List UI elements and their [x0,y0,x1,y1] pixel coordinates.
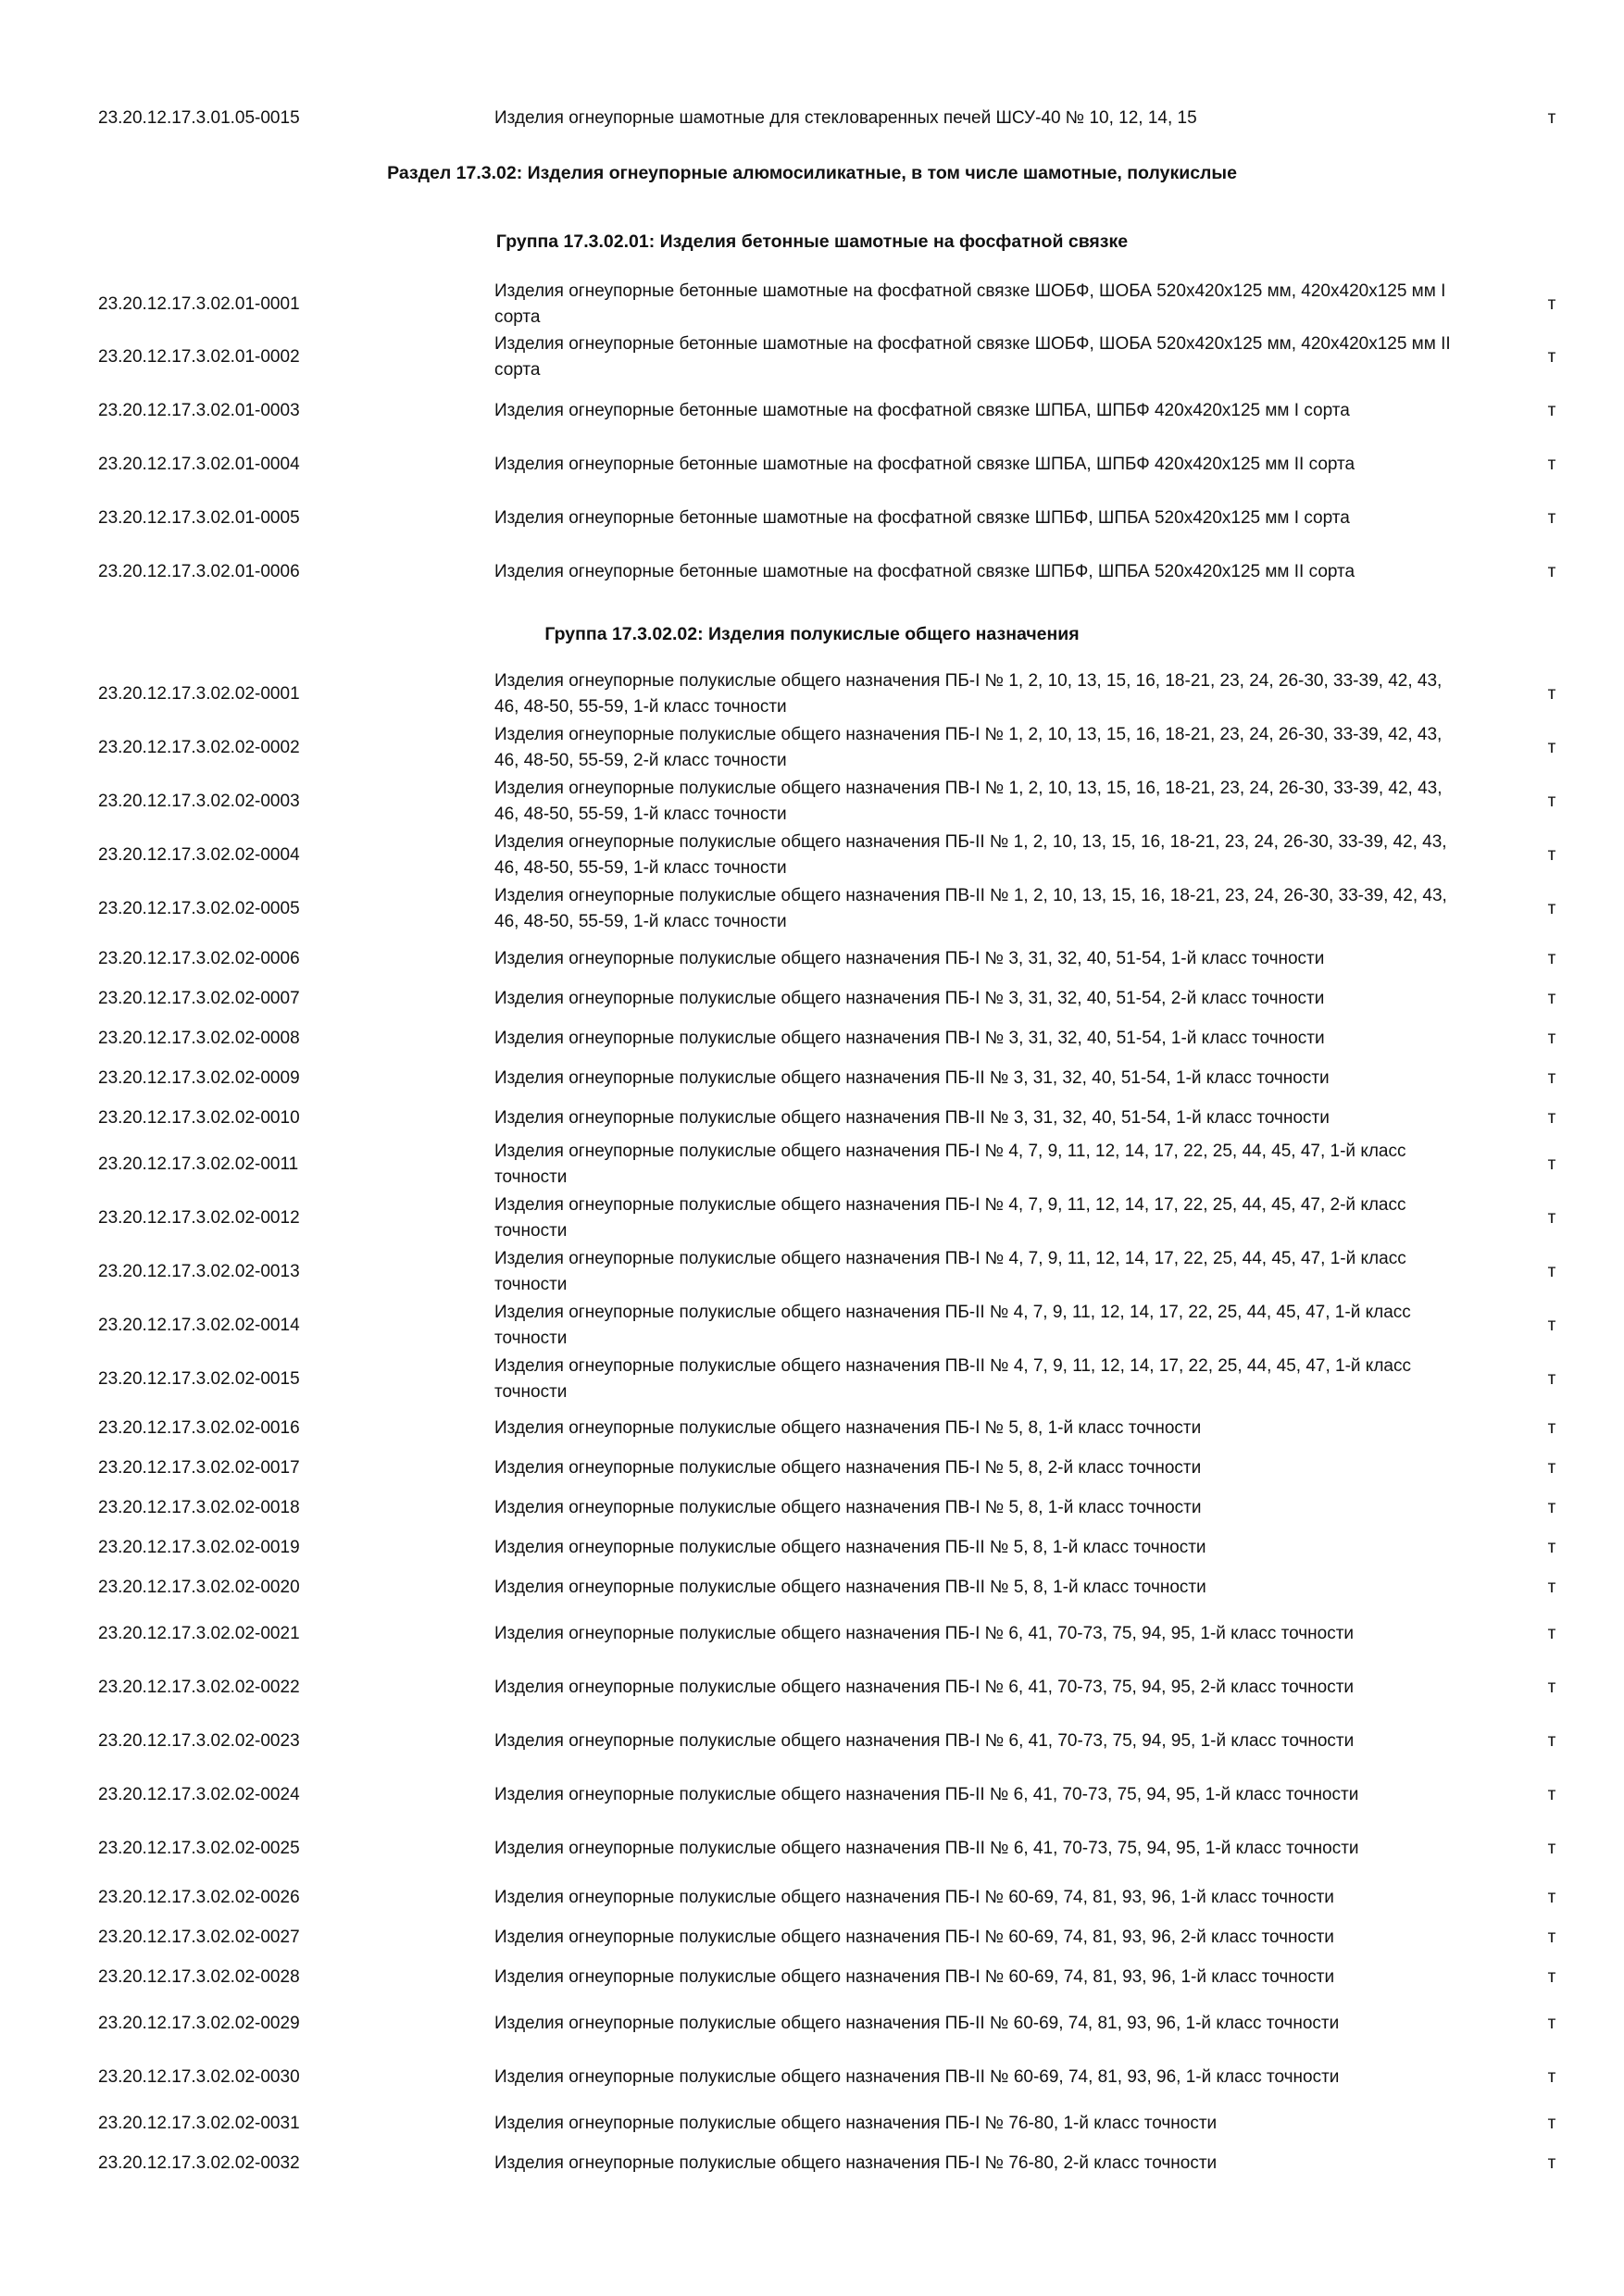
table-row [0,2011,1624,2037]
item-code: 23.20.12.17.3.02.02-0015 [98,1369,300,1389]
item-unit: т [1547,684,1556,704]
item-code: 23.20.12.17.3.02.02-0005 [98,899,300,918]
item-name: Изделия огнеупорные полукислые общего назначения ПВ-I № 3, 31, 32, 40, 51-54, 1-й класс точности [494,1029,1325,1048]
table-row [0,452,1624,478]
item-unit: т [1547,1967,1556,1987]
item-name: Изделия огнеупорные полукислые общего назначения ПВ-II № 60-69, 74, 81, 93, 96, 1-й класс точности [494,2067,1340,2087]
item-name: Изделия огнеупорные полукислые общего назначения ПБ-I № 3, 31, 32, 40, 51-54, 2-й класс точности [494,989,1325,1008]
item-code: 23.20.12.17.3.02.02-0008 [98,1029,300,1048]
item-code: 23.20.12.17.3.02.01-0005 [98,508,300,528]
item-unit: т [1547,1369,1556,1389]
item-unit: т [1547,1154,1556,1174]
item-unit: т [1547,1678,1556,1697]
table-row [0,1066,1624,1092]
item-name: Изделия огнеупорные полукислые общего назначения ПБ-I № 1, 2, 10, 13, 15, 16, 18-21, 23, 24, 26-30, 33-39, 42, 43, 46, 48-50, 55-59, 2-й класс точности [494,725,1443,770]
item-name: Изделия огнеупорные полукислые общего назначения ПБ-II № 4, 7, 9, 11, 12, 14, 17, 22, 25, 44, 45, 47, 1-й класс точности [494,1303,1411,1348]
item-unit: т [1547,108,1556,128]
item-code: 23.20.12.17.3.02.02-0023 [98,1731,300,1751]
table-row [0,946,1624,972]
table-row [0,883,1624,935]
table-row [0,1246,1624,1298]
table-row [0,398,1624,424]
item-code: 23.20.12.17.3.02.02-0026 [98,1888,300,1907]
item-code: 23.20.12.17.3.02.02-0031 [98,2114,300,2133]
table-row [0,986,1624,1012]
item-code: 23.20.12.17.3.02.02-0013 [98,1262,300,1281]
item-code: 23.20.12.17.3.02.02-0006 [98,949,300,968]
item-code: 23.20.12.17.3.02.02-0002 [98,738,300,757]
item-unit: т [1547,1029,1556,1048]
item-code: 23.20.12.17.3.02.02-0009 [98,1068,300,1088]
item-unit: т [1547,1262,1556,1281]
item-unit: т [1547,1316,1556,1335]
item-code: 23.20.12.17.3.02.01-0004 [98,455,300,474]
item-code: 23.20.12.17.3.02.02-0017 [98,1458,300,1478]
item-unit: т [1547,792,1556,811]
item-name: Изделия огнеупорные полукислые общего назначения ПВ-I № 5, 8, 1-й класс точности [494,1498,1202,1517]
item-name: Изделия огнеупорные полукислые общего назначения ПВ-II № 3, 31, 32, 40, 51-54, 1-й класс точности [494,1108,1330,1128]
item-unit: т [1547,2067,1556,2087]
table-row [0,1621,1624,1647]
item-name: Изделия огнеупорные полукислые общего назначения ПБ-II № 1, 2, 10, 13, 15, 16, 18-21, 23, 24, 26-30, 33-39, 42, 43, 46, 48-50, 55-59, 1-й класс точности [494,832,1447,878]
item-unit: т [1547,899,1556,918]
item-name: Изделия огнеупорные полукислые общего назначения ПБ-I № 60-69, 74, 81, 93, 96, 2-й класс точности [494,1928,1334,1947]
item-unit: т [1547,949,1556,968]
table-row [0,1416,1624,1441]
table-row [0,279,1624,331]
item-unit: т [1547,1108,1556,1128]
item-name: Изделия огнеупорные полукислые общего назначения ПВ-II № 6, 41, 70-73, 75, 94, 95, 1-й класс точности [494,1839,1359,1858]
table-row [0,1575,1624,1601]
group-heading: Группа 17.3.02.02: Изделия полукислые общего назначения [544,624,1080,644]
item-code: 23.20.12.17.3.02.02-0010 [98,1108,300,1128]
item-code: 23.20.12.17.3.01.05-0015 [98,108,300,128]
item-name: Изделия огнеупорные полукислые общего назначения ПВ-II № 5, 8, 1-й класс точности [494,1578,1206,1597]
item-name: Изделия огнеупорные полукислые общего назначения ПБ-II № 60-69, 74, 81, 93, 96, 1-й класс точности [494,2014,1340,2033]
item-unit: т [1547,1498,1556,1517]
item-unit: т [1547,2153,1556,2173]
item-code: 23.20.12.17.3.02.01-0001 [98,294,300,314]
item-unit: т [1547,1785,1556,1804]
item-code: 23.20.12.17.3.02.02-0004 [98,845,300,865]
table-row [0,1675,1624,1701]
item-name: Изделия огнеупорные полукислые общего назначения ПВ-I № 6, 41, 70-73, 75, 94, 95, 1-й класс точности [494,1731,1355,1751]
item-name: Изделия огнеупорные полукислые общего назначения ПБ-I № 60-69, 74, 81, 93, 96, 1-й класс точности [494,1888,1334,1907]
table-row [0,2151,1624,2177]
table-row [0,830,1624,881]
item-unit: т [1547,1928,1556,1947]
item-unit: т [1547,1208,1556,1228]
item-code: 23.20.12.17.3.02.02-0018 [98,1498,300,1517]
item-code: 23.20.12.17.3.02.02-0007 [98,989,300,1008]
item-unit: т [1547,1458,1556,1478]
table-row [0,331,1624,383]
item-name: Изделия огнеупорные полукислые общего назначения ПВ-II № 4, 7, 9, 11, 12, 14, 17, 22, 25, 44, 45, 47, 1-й класс точности [494,1356,1411,1402]
item-unit: т [1547,401,1556,420]
item-unit: т [1547,738,1556,757]
item-unit: т [1547,1538,1556,1557]
item-name: Изделия огнеупорные полукислые общего назначения ПБ-II № 5, 8, 1-й класс точности [494,1538,1206,1557]
item-code: 23.20.12.17.3.02.02-0022 [98,1678,300,1697]
item-code: 23.20.12.17.3.02.02-0025 [98,1839,300,1858]
item-unit: т [1547,1888,1556,1907]
item-unit: т [1547,1068,1556,1088]
item-name: Изделия огнеупорные полукислые общего назначения ПБ-I № 4, 7, 9, 11, 12, 14, 17, 22, 25, 44, 45, 47, 2-й класс точности [494,1195,1406,1241]
item-code: 23.20.12.17.3.02.02-0011 [98,1154,299,1174]
item-name: Изделия огнеупорные бетонные шамотные на фосфатной связке ШПБА, ШПБФ 420х420х125 мм I сорта [494,401,1350,420]
item-name: Изделия огнеупорные полукислые общего назначения ПБ-I № 76-80, 1-й класс точности [494,2114,1218,2133]
table-row [0,505,1624,531]
table-row [0,1728,1624,1754]
item-name: Изделия огнеупорные полукислые общего назначения ПБ-I № 76-80, 2-й класс точности [494,2153,1218,2173]
item-unit: т [1547,2014,1556,2033]
item-name: Изделия огнеупорные полукислые общего назначения ПВ-II № 1, 2, 10, 13, 15, 16, 18-21, 23, 24, 26-30, 33-39, 42, 43, 46, 48-50, 55-59, 1-й класс точности [494,886,1447,931]
item-name: Изделия огнеупорные полукислые общего назначения ПБ-I № 1, 2, 10, 13, 15, 16, 18-21, 23, 24, 26-30, 33-39, 42, 43, 46, 48-50, 55-59, 1-й класс точности [494,671,1443,717]
item-unit: т [1547,562,1556,581]
item-code: 23.20.12.17.3.02.02-0012 [98,1208,300,1228]
table-row [0,1925,1624,1951]
table-row [0,776,1624,828]
table-row [0,106,1624,131]
item-unit: т [1547,1839,1556,1858]
item-name: Изделия огнеупорные полукислые общего назначения ПВ-I № 1, 2, 10, 13, 15, 16, 18-21, 23, 24, 26-30, 33-39, 42, 43, 46, 48-50, 55-59, 1-й класс точности [494,779,1443,824]
item-code: 23.20.12.17.3.02.02-0030 [98,2067,300,2087]
group-heading: Группа 17.3.02.01: Изделия бетонные шамотные на фосфатной связке [495,231,1129,252]
item-name: Изделия огнеупорные полукислые общего назначения ПБ-I № 5, 8, 1-й класс точности [494,1418,1202,1438]
table-row [0,1455,1624,1481]
table-row [0,1965,1624,1990]
item-code: 23.20.12.17.3.02.01-0003 [98,401,300,420]
table-row [0,1139,1624,1191]
table-row [0,2065,1624,2090]
section-heading: Раздел 17.3.02: Изделия огнеупорные алюмосиликатные, в том числе шамотные, полукислые [387,163,1237,183]
table-row [0,559,1624,585]
item-name: Изделия огнеупорные полукислые общего назначения ПБ-I № 6, 41, 70-73, 75, 94, 95, 2-й класс точности [494,1678,1355,1697]
item-code: 23.20.12.17.3.02.02-0028 [98,1967,300,1987]
item-code: 23.20.12.17.3.02.02-0020 [98,1578,300,1597]
item-unit: т [1547,1578,1556,1597]
item-name: Изделия огнеупорные полукислые общего назначения ПВ-I № 60-69, 74, 81, 93, 96, 1-й класс точности [494,1967,1335,1987]
item-code: 23.20.12.17.3.02.02-0019 [98,1538,300,1557]
item-code: 23.20.12.17.3.02.01-0006 [98,562,300,581]
item-name: Изделия огнеупорные бетонные шамотные на фосфатной связке ШПБФ, ШПБА 520х420х125 мм II сорта [494,562,1355,581]
item-code: 23.20.12.17.3.02.02-0001 [98,684,300,704]
table-row [0,1769,1624,1821]
item-unit: т [1547,508,1556,528]
item-name: Изделия огнеупорные полукислые общего назначения ПБ-II № 6, 41, 70-73, 75, 94, 95, 1-й класс точности [494,1785,1359,1804]
item-name: Изделия огнеупорные полукислые общего назначения ПБ-I № 3, 31, 32, 40, 51-54, 1-й класс точности [494,949,1325,968]
item-code: 23.20.12.17.3.02.02-0029 [98,2014,300,2033]
table-row [0,1300,1624,1352]
item-code: 23.20.12.17.3.02.01-0002 [98,347,300,367]
table-row [0,1495,1624,1521]
item-name: Изделия огнеупорные полукислые общего назначения ПБ-II № 3, 31, 32, 40, 51-54, 1-й класс точности [494,1068,1330,1088]
table-row [0,1026,1624,1052]
item-code: 23.20.12.17.3.02.02-0021 [98,1624,300,1643]
item-name: Изделия огнеупорные бетонные шамотные на фосфатной связке ШОБФ, ШОБА 520х420х125 мм, 420х420х125 мм II сорта [494,334,1451,380]
item-code: 23.20.12.17.3.02.02-0014 [98,1316,300,1335]
table-row [0,1354,1624,1405]
item-unit: т [1547,845,1556,865]
item-name: Изделия огнеупорные полукислые общего назначения ПБ-I № 6, 41, 70-73, 75, 94, 95, 1-й класс точности [494,1624,1355,1643]
table-row [0,2111,1624,2137]
item-name: Изделия огнеупорные полукислые общего назначения ПБ-I № 5, 8, 2-й класс точности [494,1458,1202,1478]
table-row [0,1105,1624,1131]
item-unit: т [1547,2114,1556,2133]
item-code: 23.20.12.17.3.02.02-0032 [98,2153,300,2173]
item-unit: т [1547,347,1556,367]
item-code: 23.20.12.17.3.02.02-0024 [98,1785,300,1804]
item-name: Изделия огнеупорные бетонные шамотные на фосфатной связке ШОБФ, ШОБА 520х420х125 мм, 420х420х125 мм I сорта [494,281,1446,327]
item-unit: т [1547,1624,1556,1643]
table-row [0,1885,1624,1911]
item-code: 23.20.12.17.3.02.02-0027 [98,1928,300,1947]
item-code: 23.20.12.17.3.02.02-0003 [98,792,300,811]
table-row [0,1535,1624,1561]
item-name: Изделия огнеупорные шамотные для стекловаренных печей ШСУ-40 № 10, 12, 14, 15 [494,108,1197,128]
item-name: Изделия огнеупорные полукислые общего назначения ПВ-I № 4, 7, 9, 11, 12, 14, 17, 22, 25, 44, 45, 47, 1-й класс точности [494,1249,1406,1294]
item-name: Изделия огнеупорные бетонные шамотные на фосфатной связке ШПБА, ШПБФ 420х420х125 мм II сорта [494,455,1355,474]
item-name: Изделия огнеупорные бетонные шамотные на фосфатной связке ШПБФ, ШПБА 520х420х125 мм I сорта [494,508,1350,528]
table-row [0,1823,1624,1875]
table-row [0,1192,1624,1244]
table-row [0,668,1624,720]
item-unit: т [1547,1418,1556,1438]
item-name: Изделия огнеупорные полукислые общего назначения ПБ-I № 4, 7, 9, 11, 12, 14, 17, 22, 25, 44, 45, 47, 1-й класс точности [494,1142,1406,1187]
item-code: 23.20.12.17.3.02.02-0016 [98,1418,300,1438]
item-unit: т [1547,989,1556,1008]
item-unit: т [1547,455,1556,474]
item-unit: т [1547,1731,1556,1751]
item-unit: т [1547,294,1556,314]
table-row [0,722,1624,774]
